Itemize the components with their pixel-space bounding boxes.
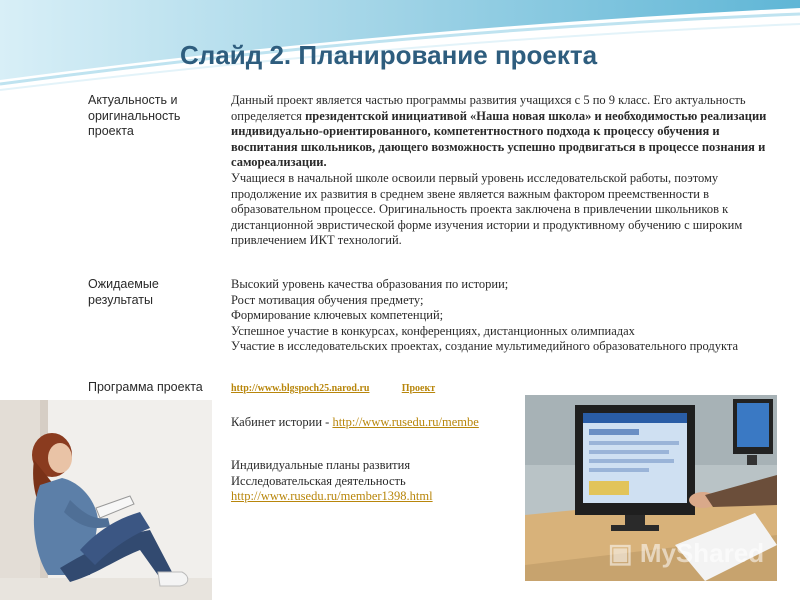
relevance-para2: Учащиеся в начальной школе освоили первый уровень исследовательской работы, поэтому продолжение их развития в среднем звене является важным фактором преемственности в образовательном процессе. Оригинальность проекта заключена в привлечении школьников к дистанционной эвристической форме изучения истории и продуктивному обучению с широким привлечением ИКТ технологий. [231, 170, 743, 248]
row-text-relevance [231, 93, 776, 249]
program-site-link[interactable]: http://www.blgspoch25.narod.ru [231, 383, 370, 394]
project-link[interactable]: Проект [401, 383, 436, 394]
slide-title: Слайд 2. Планирование проекта [180, 40, 598, 70]
row-label-program: Программа проекта [88, 380, 203, 394]
result-item: Высокий уровень качества образования по истории; [231, 277, 509, 291]
result-item: Успешное участие в конкурсах, конференциях, дистанционных олимпиадах [231, 323, 635, 338]
row-label-relevance: Актуальность и оригинальность проекта [88, 93, 181, 138]
row-text-additional [231, 458, 521, 505]
relevance-para1: Данный проект является частью программы развития учащихся с 5 по 9 класс. Его актуальность определяется президентской инициативой «Наша новая школа» и необходимостью реализации индивидуально-ориентированного, компетентностного подхода к процессу обучения и воспитания школьников, дающего возможность успешно продвигаться в процессе познания и самореализации. [231, 93, 767, 170]
row-text-results [231, 277, 776, 355]
additional-line: Индивидуальные планы развития [231, 458, 411, 472]
result-item: Формирование ключевых компетенций; [231, 308, 444, 323]
additional-line: Исследовательская деятельность [231, 473, 406, 488]
watermark-icon: ▣ [608, 538, 633, 568]
watermark-logo: ▣ MyShared [608, 538, 765, 568]
result-item: Рост мотивация обучения предмету; [231, 292, 424, 307]
row-label-results: Ожидаемые результаты [88, 277, 159, 307]
result-item: Участие в исследовательских проектах, создание мультимедийного образовательного продукта [231, 339, 739, 354]
student-photo [0, 400, 212, 600]
member-page-link[interactable]: http://www.rusedu.ru/member1398.html [231, 489, 433, 504]
row-text-environment: Кабинет истории - http://www.rusedu.ru/membe [231, 415, 479, 429]
history-cabinet-link[interactable]: http://www.rusedu.ru/membe [332, 415, 479, 429]
